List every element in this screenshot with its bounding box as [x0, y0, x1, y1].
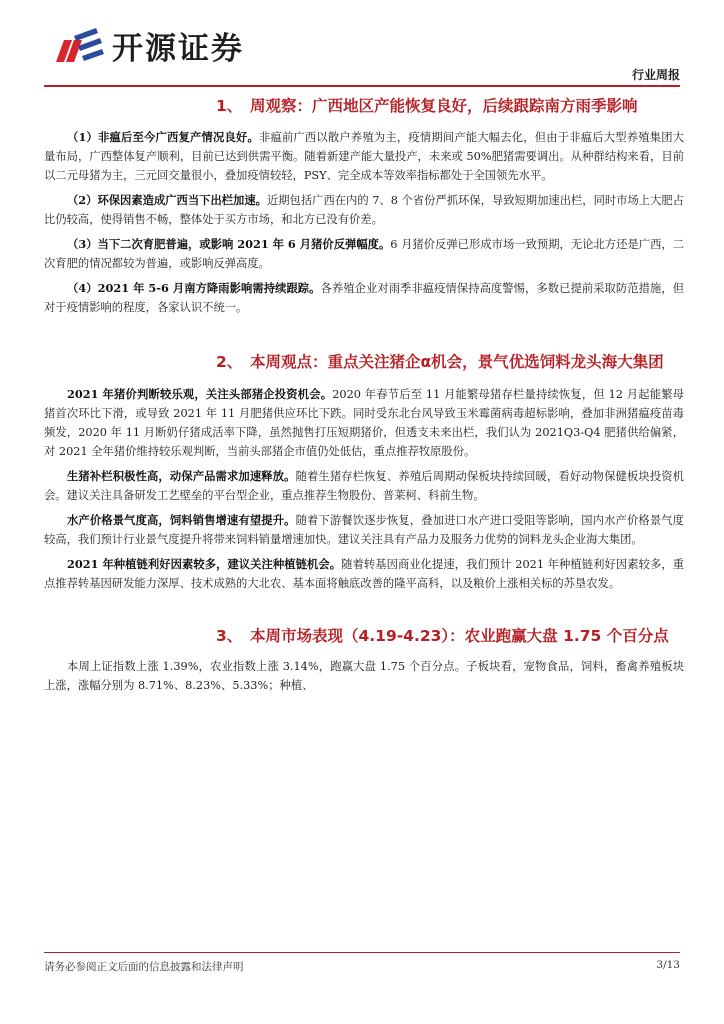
paragraph	[44, 235, 684, 273]
paragraph	[44, 385, 684, 461]
brand-logo	[52, 20, 244, 70]
paragraph-lead: 2021 年猪价判断较乐观，关注头部猪企投资机会。	[67, 387, 333, 401]
paragraph-lead: （2）环保因素造成广西当下出栏加速。	[67, 193, 267, 207]
paragraph	[44, 657, 684, 695]
paragraph	[44, 555, 684, 593]
paragraph-text: 6 月猪价反弹已形成市场一致预期，无论北方还是广西，二次育肥的情况都较为普遍，或影响反弹高度。	[44, 238, 685, 270]
paragraph-text: 随着下游餐饮逐步恢复，叠加进口水产进口受阻等影响，国内水产价格景气度较高，我们预计行业景气度提升将带来饲料销量增速加快。建议关注具有产品力及服务力优势的饲料龙头企业海大集团。	[44, 514, 684, 546]
section-1-number: 1、	[216, 97, 243, 115]
section-3-number: 3、	[216, 627, 243, 645]
header-divider	[44, 85, 680, 87]
page-header	[0, 0, 724, 96]
page-footer	[44, 952, 680, 973]
section-2-number: 2、	[216, 353, 243, 371]
paragraph	[44, 279, 684, 317]
paragraph-lead: （3）当下二次育肥普遍，或影响 2021 年 6 月猪价反弹幅度。	[67, 237, 391, 251]
paragraph-lead: （4）2021 年 5-6 月南方降雨影响需持续跟踪。	[67, 281, 321, 295]
paragraph-text: 随着生猪存栏恢复、养殖后周期动保板块持续回暖，看好动物保健板块投资机会。建议关注具备研发工艺壁垒的平台型企业，重点推荐生物股份、普莱柯、科前生物。	[44, 470, 684, 502]
section-2	[44, 345, 684, 379]
section-1	[44, 90, 684, 122]
paragraph-lead: （1）非瘟后至今广西复产情况良好。	[67, 130, 259, 144]
paragraph-lead: 2021 年种植链利好因素较多，建议关注种植链机会。	[67, 557, 342, 571]
section-1-heading	[44, 90, 684, 122]
page-number: 3/13	[656, 959, 680, 971]
section-1-title: 周观察：广西地区产能恢复良好，后续跟踪南方雨季影响	[250, 97, 638, 115]
paragraph-text: 近期包括广西在内的 7、8 个省份严抓环保，导致短期加速出栏，同时市场上大肥占比仍较高，使得销售不畅，整体处于买方市场，和北方已没有价差。	[44, 194, 684, 226]
paragraph-text: 本周上证指数上涨 1.39%，农业指数上涨 3.14%，跑赢大盘 1.75 个百分点。子板块看，宠物食品，饲料，畜禽养殖板块上涨，涨幅分别为 8.71%、8.23%、5.33%；种植、	[44, 660, 684, 692]
main-content	[44, 90, 684, 695]
section-2-title: 本周观点：重点关注猪企α机会，景气优选饲料龙头海大集团	[250, 353, 664, 371]
section-3-title: 本周市场表现（4.19-4.23）：农业跑赢大盘 1.75 个百分点	[250, 627, 669, 645]
paragraph	[44, 191, 684, 229]
paragraph-text: 各养殖企业对雨季非瘟疫情保持高度警惕，多数已提前采取防范措施，但对于疫情影响的程度，各家认识不统一。	[44, 282, 684, 314]
paragraph-text: 非瘟前广西以散户养殖为主，疫情期间产能大幅去化，但由于非瘟后大型养殖集团大量布局，广西整体复产顺利，目前已达到供需平衡。随着新建产能大量投产，未来或 50%肥猪需要调出。从种群结构来看，目前以二元母猪为主，三元回交量很小，叠加疫情较轻，PSY、完全成本等效率指标都处于全国领先水平。	[44, 131, 684, 182]
brand-name: 开源证券	[112, 30, 244, 67]
brand-logo-icon	[52, 22, 104, 68]
paragraph-text: 2020 年春节后至 11 月能繁母猪存栏量持续恢复，但 12 月起能繁母猪首次环比下滑，或导致 2021 年 11 月肥猪供应环比下跌。同时受东北台风导致玉米霉菌病毒超标影响，叠加非洲猪瘟疫苗毒频发，2020 年 11 月断奶仔猪成活率下降，虽然抛售打压短期猪价，但透支未来出栏，我们认为 2021Q3-Q4 肥猪供给偏紧，对 2021 全年猪价维持较乐观判断，当前头部猪企市值仍处低估，重点推荐牧原股份。	[44, 388, 684, 458]
paragraph-lead: 生猪补栏积极性高，动保产品需求加速释放。	[67, 469, 296, 483]
section-2-heading	[44, 345, 684, 379]
section-3	[44, 619, 684, 653]
footer-disclaimer: 请务必参阅正文后面的信息披露和法律声明	[44, 961, 244, 973]
paragraph-lead: 水产价格景气度高，饲料销售增速有望提升。	[67, 513, 296, 527]
section-3-heading	[44, 619, 684, 653]
paragraph	[44, 128, 684, 185]
paragraph	[44, 467, 684, 505]
paragraph	[44, 511, 684, 549]
paragraph-text: 随着转基因商业化提速，我们预计 2021 年种植链利好因素较多，重点推荐转基因研发能力深厚、技术成熟的大北农、基本面将触底改善的隆平高科，以及粮价上涨相关标的苏垦农发。	[44, 558, 684, 590]
report-type: 行业周报	[631, 68, 680, 82]
